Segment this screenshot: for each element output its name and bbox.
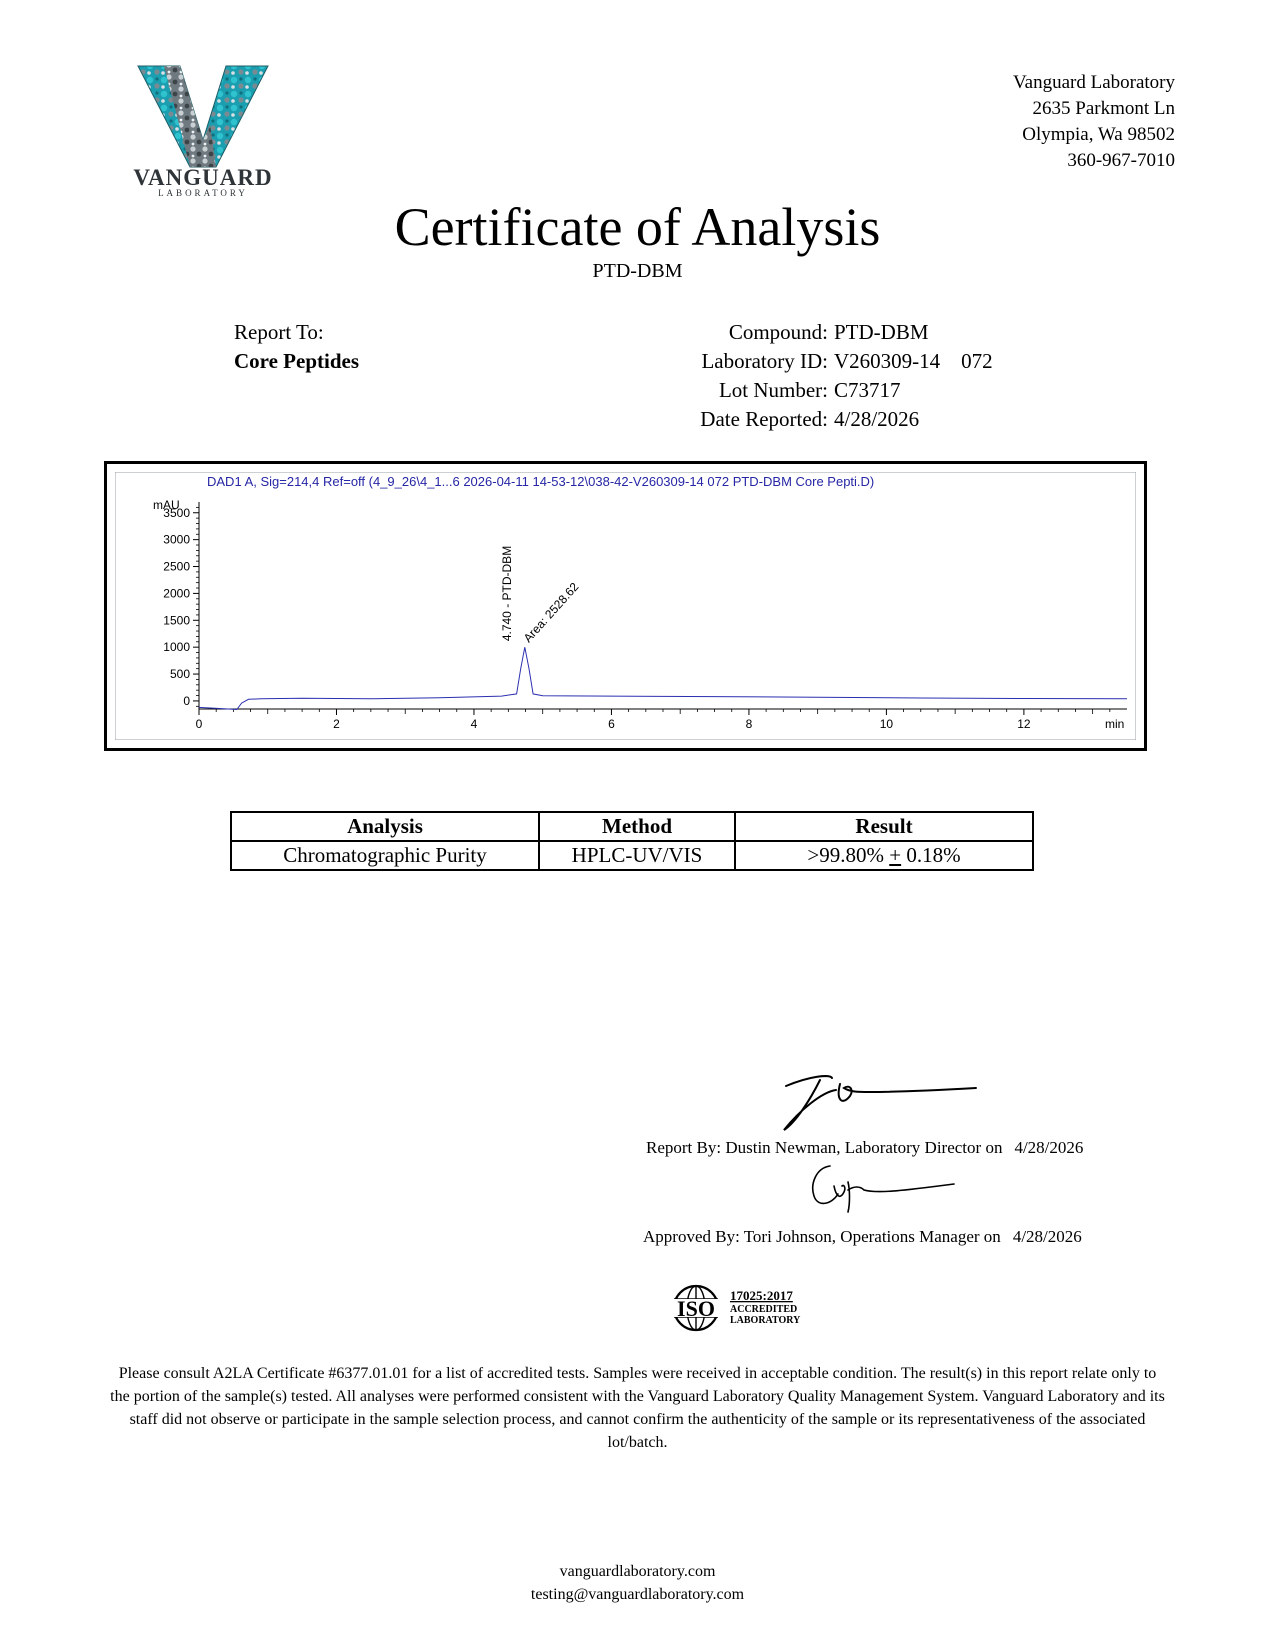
footer-email[interactable]: testing@vanguardlaboratory.com [530,1586,745,1603]
info-row-lot-number [600,376,993,405]
peak-area-label: Area: 2528.62 [520,579,582,646]
report-by-text: Report By: Dustin Newman, Laboratory Director on [646,1138,1003,1157]
chart-plot-border [115,472,1136,740]
info-value: 4/28/2026 [834,407,920,431]
header-result: Result [735,812,1033,841]
lab-address [1013,70,1175,174]
chart-title: DAD1 A, Sig=214,4 Ref=off (4_9_26\4_1...6 2026-04-11 14-53-12\038-42-V260309-14 072 PTD-DBM Core Pepti.D) [207,474,875,489]
y-tick-label: 1000 [163,640,190,655]
info-value: V260309-14 072 [834,349,993,373]
y-tick-label: 3500 [163,505,190,520]
header-method: Method [539,812,735,841]
logo-subtitle: LABORATORY [158,188,248,198]
results-table [230,811,1034,871]
report-by-date: 4/28/2026 [1014,1138,1084,1157]
y-axis-label: mAU [153,498,180,512]
document-title: Certificate of Analysis [394,197,881,257]
document-subtitle: PTD-DBM [592,260,683,282]
manager-signature [808,1160,958,1214]
table-row [231,841,1033,870]
info-row-compound [600,318,993,347]
x-axis-label: min [1105,717,1125,731]
cell-analysis: Chromatographic Purity [231,841,539,870]
x-tick-label: 4 [470,717,478,731]
info-value: PTD-DBM [834,320,929,344]
result-value: >99.80% [807,843,890,867]
cell-method: HPLC-UV/VIS [539,841,735,870]
logo-wordmark: VANGUARD [133,165,273,190]
info-key: Lot Number: [718,378,828,402]
chromatogram-frame [104,461,1147,751]
approved-by-text: Approved By: Tori Johnson, Operations Manager on [643,1227,1001,1246]
approved-by-line [643,1227,1082,1247]
iso-accredited: ACCREDITED [730,1304,798,1315]
info-row-date-reported [600,405,993,434]
x-tick-label: 2 [333,717,340,731]
sample-info [600,318,993,434]
peak-label: 4.740 - PTD-DBM [499,545,514,642]
x-tick-label: 12 [1017,717,1031,731]
x-tick-label: 6 [608,717,615,731]
iso-standard: 17025:2017 [730,1288,793,1303]
footer-website[interactable]: vanguardlaboratory.com [559,1563,716,1580]
cell-result [735,841,1033,870]
info-key: Date Reported: [700,407,828,431]
report-to-label: Report To: [234,320,324,344]
y-tick-label: 2000 [163,586,190,601]
lab-phone: 360-967-7010 [1067,150,1175,171]
report-to-name: Core Peptides [234,349,360,373]
y-tick-label: 3000 [163,532,190,547]
disclaimer-text: Please consult A2LA Certificate #6377.01.01 for a list of accredited tests. Samples were received in acceptable condition. The result(s) in this report relate only to the portion of the sample(s) tested. All analyses were performed consistent with the Vanguard Laboratory Quality Management System. Vanguard Laboratory and its staff did not observe or participate in the sample selection process, and cannot confirm the authenticity of the sample or its representativeness of the associated lot/batch. [110,1365,1165,1451]
footer [0,1560,1275,1606]
chromatogram-chart [115,472,1136,740]
iso-mark: ISO [677,1296,715,1321]
x-tick-label: 8 [745,717,753,731]
y-tick-label: 0 [183,693,190,708]
info-value: C73717 [834,378,901,402]
iso-accreditation-badge [662,1282,812,1334]
x-tick-label: 0 [195,717,203,731]
info-row-laboratory-id [600,347,993,376]
info-key: Laboratory ID: [701,349,828,373]
report-to-block [234,318,359,376]
director-signature [780,1070,980,1136]
x-tick-label: 10 [879,717,894,731]
lab-city: Olympia, Wa 98502 [1022,124,1175,145]
info-key: Compound: [728,320,828,344]
results-header-row [231,812,1033,841]
header-analysis: Analysis [231,812,539,841]
lab-name: Vanguard Laboratory [1013,72,1175,93]
report-by-line [646,1138,1083,1158]
iso-laboratory: LABORATORY [730,1315,801,1326]
approved-by-date: 4/28/2026 [1012,1227,1082,1246]
y-tick-label: 500 [169,667,190,682]
y-tick-label: 1500 [163,613,190,628]
result-uncertainty: 0.18% [901,843,961,867]
lab-street: 2635 Parkmont Ln [1032,98,1175,119]
plus-minus-sign: + [889,843,902,867]
y-tick-label: 2500 [163,559,190,574]
